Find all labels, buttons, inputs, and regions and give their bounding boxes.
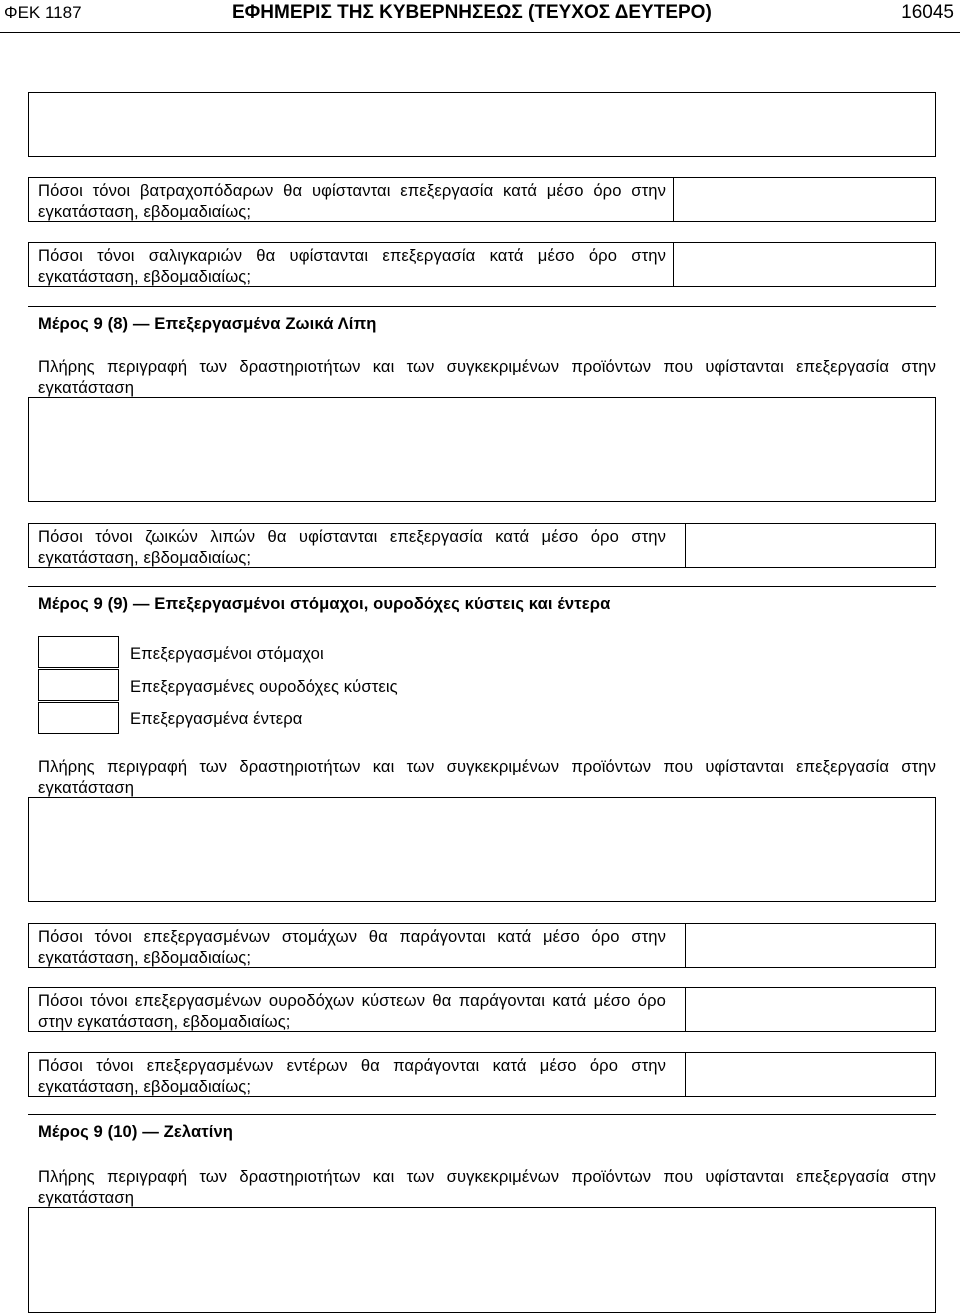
page-header xyxy=(0,0,960,33)
intestines-checkbox[interactable] xyxy=(38,702,119,734)
snail-question: Πόσοι τόνοι σαλιγκαριών θα υφίστανται επεξεργασία κατά μέσο όρο στην εγκατάσταση, εβδομαδιαίως; xyxy=(38,246,666,286)
bladders-option-label: Επεξεργασμένες ουροδόχες κύστεις xyxy=(130,677,398,696)
intestines-option-label: Επεξεργασμένα έντερα xyxy=(130,709,303,728)
section-divider xyxy=(28,1114,936,1115)
stomachs-option-label: Επεξεργασμένοι στόμαχοι xyxy=(130,644,324,663)
section-divider xyxy=(28,306,936,307)
part10-description-textbox[interactable] xyxy=(28,1207,936,1313)
page-number: 16045 xyxy=(901,2,954,23)
snail-tonnes-input[interactable] xyxy=(673,242,936,287)
bladders-checkbox[interactable] xyxy=(38,669,119,701)
intestines-question: Πόσοι τόνοι επεξεργασμένων εντέρων θα παράγονται κατά μέσο όρο στην εγκατάσταση, εβδομαδιαίως; xyxy=(38,1056,666,1096)
frog-legs-tonnes-input[interactable] xyxy=(673,177,936,222)
part8-description-label: Πλήρης περιγραφή των δραστηριοτήτων και των συγκεκριμένων προϊόντων που υφίστανται επεξεργασία στην εγκατάσταση xyxy=(38,357,936,397)
part8-description-textbox[interactable] xyxy=(28,397,936,502)
part8-fats-question: Πόσοι τόνοι ζωικών λιπών θα υφίστανται επεξεργασία κατά μέσο όρο στην εγκατάσταση, εβδομαδιαίως; xyxy=(38,527,666,567)
stomachs-question-box xyxy=(28,923,686,968)
stomachs-checkbox[interactable] xyxy=(38,636,119,668)
part9-description-label: Πλήρης περιγραφή των δραστηριοτήτων και των συγκεκριμένων προϊόντων που υφίστανται επεξεργασία στην εγκατάσταση xyxy=(38,757,936,797)
part9-title: Μέρος 9 (9) — Επεξεργασμένοι στόμαχοι, ουροδόχες κύστεις και έντερα xyxy=(38,594,611,613)
part8-title: Μέρος 9 (8) — Επεξεργασμένα Ζωικά Λίπη xyxy=(38,314,377,333)
frog-legs-question-box xyxy=(28,177,674,222)
intestines-question-box xyxy=(28,1052,686,1097)
part8-fats-question-box xyxy=(28,523,686,568)
frog-legs-question: Πόσοι τόνοι βατραχοπόδαρων θα υφίστανται επεξεργασία κατά μέσο όρο στην εγκατάσταση, εβδομαδιαίως; xyxy=(38,181,666,221)
part10-description-label: Πλήρης περιγραφή των δραστηριοτήτων και των συγκεκριμένων προϊόντων που υφίστανται επεξεργασία στην εγκατάσταση xyxy=(38,1167,936,1207)
bladders-question: Πόσοι τόνοι επεξεργασμένων ουροδόχων κύστεων θα παράγονται κατά μέσο όρο στην εγκατάσταση, εβδομαδιαίως; xyxy=(38,991,666,1031)
description-textbox[interactable] xyxy=(28,92,936,157)
bladders-tonnes-input[interactable] xyxy=(685,987,936,1032)
gazette-issue: ΦΕΚ 1187 xyxy=(4,3,82,22)
part9-description-textbox[interactable] xyxy=(28,797,936,902)
bladders-question-box xyxy=(28,987,686,1032)
stomachs-tonnes-input[interactable] xyxy=(685,923,936,968)
snail-question-box xyxy=(28,242,674,287)
intestines-tonnes-input[interactable] xyxy=(685,1052,936,1097)
stomachs-question: Πόσοι τόνοι επεξεργασμένων στομάχων θα παράγονται κατά μέσο όρο στην εγκατάσταση, εβδομαδιαίως; xyxy=(38,927,666,967)
section-divider xyxy=(28,586,936,587)
gazette-title: ΕΦΗΜΕΡΙΣ ΤΗΣ ΚΥΒΕΡΝΗΣΕΩΣ (ΤΕΥΧΟΣ ΔΕΥΤΕΡΟ) xyxy=(232,2,712,23)
part8-fats-tonnes-input[interactable] xyxy=(685,523,936,568)
part10-title: Μέρος 9 (10) — Ζελατίνη xyxy=(38,1122,234,1141)
